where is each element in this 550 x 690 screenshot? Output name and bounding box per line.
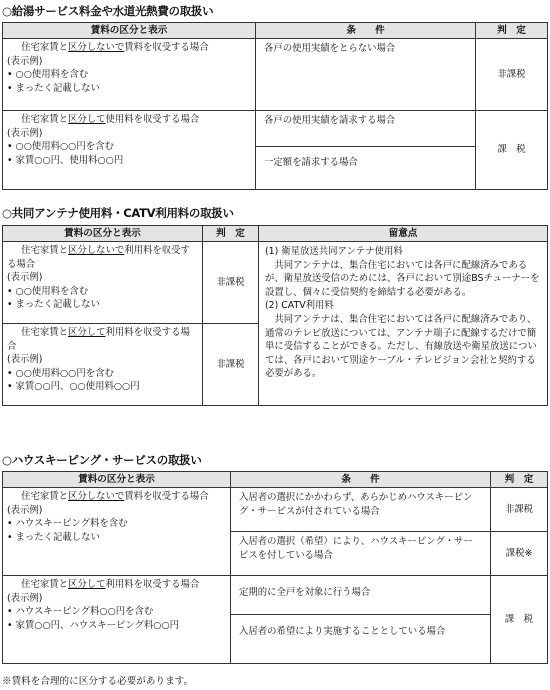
- section-title-antenna: ○共同アンテナ使用料・CATV利用料の取扱い: [2, 206, 234, 220]
- verdict-cell: 課 税: [476, 111, 548, 190]
- list-item: • ハウスキーピング料を含む: [7, 518, 128, 530]
- rent-cell: 住宅家賃と区分しないで賃料を収受する場合 (表示例) • ○○使用料を含む • まったく記載しない: [3, 39, 256, 111]
- verdict-cell: 非課税: [203, 242, 259, 324]
- header-condition: 条 件: [256, 23, 476, 39]
- list-item: • ○○使用料を含む: [7, 285, 89, 297]
- list-item: • ハウスキーピング料○○円を含む: [7, 606, 154, 618]
- notes-cell: [259, 242, 548, 406]
- list-item: • ○○使用料を含む: [7, 69, 89, 81]
- rent-cell: 住宅家賃と区分して利用料を収受する場合 (表示例) • ○○使用料○○円を含む • 家賃○○円、○○使用料○○円: [3, 324, 203, 406]
- header-rent-classification: 賃料の区分と表示: [3, 226, 203, 242]
- list-item: • まったく記載しない: [7, 299, 100, 311]
- note-heading: (1) 衛星放送共同アンテナ使用料: [265, 246, 403, 257]
- section-title-hot-water: ○給湯サービス料金や水道光熱費の取扱い: [2, 4, 214, 18]
- header-verdict: 判 定: [491, 472, 548, 488]
- housekeeping-table: [2, 471, 548, 664]
- verdict-cell: 課 税: [491, 576, 548, 664]
- header-verdict: 判 定: [476, 23, 548, 39]
- section-title-housekeeping: ○ハウスキーピング・サービスの取扱い: [2, 453, 202, 467]
- condition-cell: 各戸の使用実績を請求する場合 一定額を請求する場合: [256, 111, 476, 190]
- list-item: • ○○使用料○○円を含む: [7, 367, 114, 379]
- header-notes: 留意点: [259, 226, 548, 242]
- list-item: • 家賃○○円、ハウスキーピング料○○円: [7, 619, 180, 631]
- rent-cell: 住宅家賃と区分しないで利用料を収受する場合 (表示例) • ○○使用料を含む • まったく記載しない: [3, 242, 203, 324]
- antenna-table: [2, 225, 548, 406]
- verdict-cell: 非課税: [203, 324, 259, 406]
- list-item: • ○○使用料○○円を含む: [7, 141, 114, 153]
- list-item: • まったく記載しない: [7, 82, 100, 94]
- condition-cell: 入居者の選択にかかわらず、あらかじめハウスキーピング・サービスが付されている場合 入居者の選択（希望）により、ハウスキーピング・サービスを付している場合: [231, 488, 491, 576]
- note-text: 共同アンテナは、集合住宅においては各戸に配線済みであり、通常のテレビ放送については、アンテナ端子に配線するだけで簡単に受信することができる。ただし、有線放送や衛星放送については、各戸において別途ケーブル・テレビジョン会社と契約する必要がある。: [265, 313, 537, 380]
- header-verdict: 判 定: [203, 226, 259, 242]
- hot-water-table: [2, 22, 548, 190]
- rent-cell: 住宅家賃と区分して利用料を収受する場合 (表示例) • ハウスキーピング料○○円を含む • 家賃○○円、ハウスキーピング料○○円: [3, 576, 231, 664]
- note-heading: (2) CATV利用料: [265, 300, 334, 312]
- header-rent-classification: 賃料の区分と表示: [3, 472, 231, 488]
- rent-cell: 住宅家賃と区分しないで賃料を収受する場合 (表示例) • ハウスキーピング料を含む • まったく記載しない: [3, 488, 231, 576]
- note-text: 共同アンテナは、集合住宅においては各戸に配線済みであるが、衛星放送受信のためには、各戸において別途BSチューナーを設置し、個々に受信契約を締結する必要がある。: [265, 259, 540, 298]
- list-item: • 家賃○○円、使用料○○円: [7, 154, 124, 166]
- verdict-cell: 非課税 課税※: [491, 488, 548, 576]
- verdict-cell: 非課税: [476, 39, 548, 111]
- footnote: ※賃料を合理的に区分する必要があります。: [2, 676, 194, 687]
- header-condition: 条 件: [231, 472, 491, 488]
- header-rent-classification: 賃料の区分と表示: [3, 23, 256, 39]
- condition-cell: 各戸の使用実績をとらない場合: [256, 39, 476, 111]
- rent-cell: 住宅家賃と区分して使用料を収受する場合 (表示例) • ○○使用料○○円を含む • 家賃○○円、使用料○○円: [3, 111, 256, 190]
- list-item: • まったく記載しない: [7, 531, 100, 543]
- list-item: • 家賃○○円、○○使用料○○円: [7, 381, 140, 393]
- condition-cell: 定期的に全戸を対象に行う場合 入居者の希望により実施することとしている場合: [231, 576, 491, 664]
